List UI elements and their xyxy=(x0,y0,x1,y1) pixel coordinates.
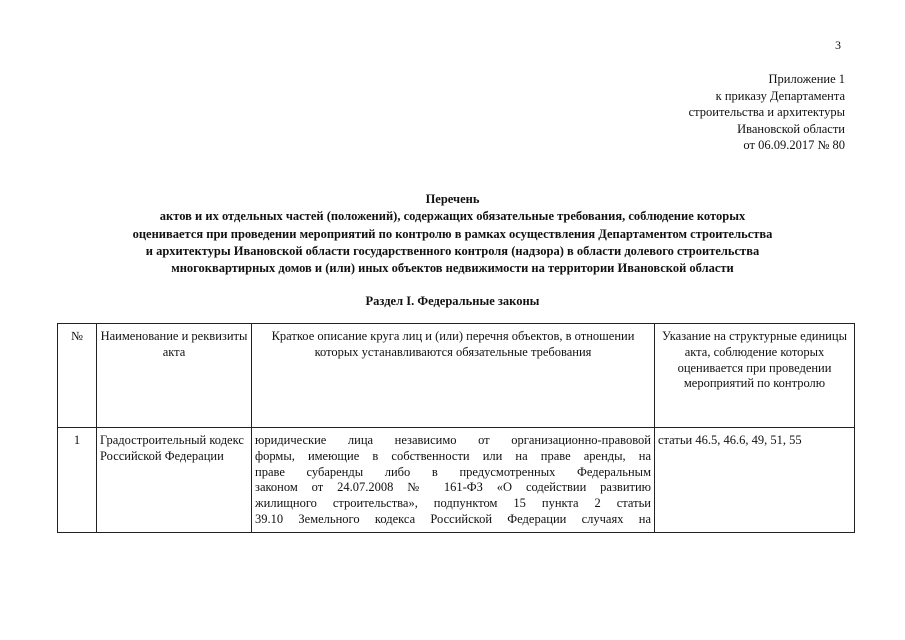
row-structural-units: статьи 46.5, 46.6, 49, 51, 55 xyxy=(655,428,855,533)
description-line: формы, имеющие в собственности или на праве аренды, на xyxy=(255,448,651,463)
row-act-name: Градостроительный кодекс Российской Федерации xyxy=(97,428,252,533)
description-line: юридические лица независимо от организационно-правовой xyxy=(255,433,651,447)
header-structural-units: Указание на структурные единицы акта, соблюдение которых оценивается при проведении мероприятий по контролю xyxy=(655,324,855,428)
table-header-row xyxy=(58,324,855,428)
appendix-line: строительства и архитектуры xyxy=(688,105,845,119)
description-line: праве субаренды либо в предусмотренных Федеральным xyxy=(255,464,651,479)
title-line: и архитектуры Ивановской области государственного контроля (надзора) в области долевого строительства xyxy=(145,243,760,258)
section-title: Раздел I. Федеральные законы xyxy=(365,294,540,308)
page-number: 3 xyxy=(835,38,841,52)
table-row xyxy=(58,428,855,533)
header-description: Краткое описание круга лиц и (или) перечня объектов, в отношении которых устанавливаются обязательные требования xyxy=(252,324,655,428)
header-act-name: Наименование и реквизиты акта xyxy=(97,324,252,428)
appendix-line: Ивановской области xyxy=(737,121,845,136)
title-line: оценивается при проведении мероприятий по контролю в рамках осуществления Департаментом строительства xyxy=(132,226,773,241)
appendix-line: к приказу Департамента xyxy=(715,88,845,103)
acts-table xyxy=(57,323,855,533)
row-number: 1 xyxy=(58,428,97,533)
appendix-line: Приложение 1 xyxy=(768,72,845,86)
row-description xyxy=(252,428,655,533)
title-line: многоквартирных домов и (или) иных объектов недвижимости на территории Ивановской области xyxy=(171,261,734,276)
description-line: 39.10 Земельного кодекса Российской Федерации случаях на xyxy=(255,511,651,526)
title-line: актов и их отдельных частей (положений), содержащих обязательные требования, соблюдение которых xyxy=(159,209,746,224)
appendix-block xyxy=(689,71,845,154)
header-number: № xyxy=(58,324,97,428)
title-heading: Перечень xyxy=(425,192,480,206)
description-line: законом от 24.07.2008 № 161-ФЗ «О содействии развитию xyxy=(255,480,651,495)
appendix-order-date: от 06.09.2017 № 80 xyxy=(743,138,845,152)
document-title xyxy=(40,191,865,277)
description-line: жилищного строительства», подпунктом 15 пункта 2 статьи xyxy=(255,496,651,511)
